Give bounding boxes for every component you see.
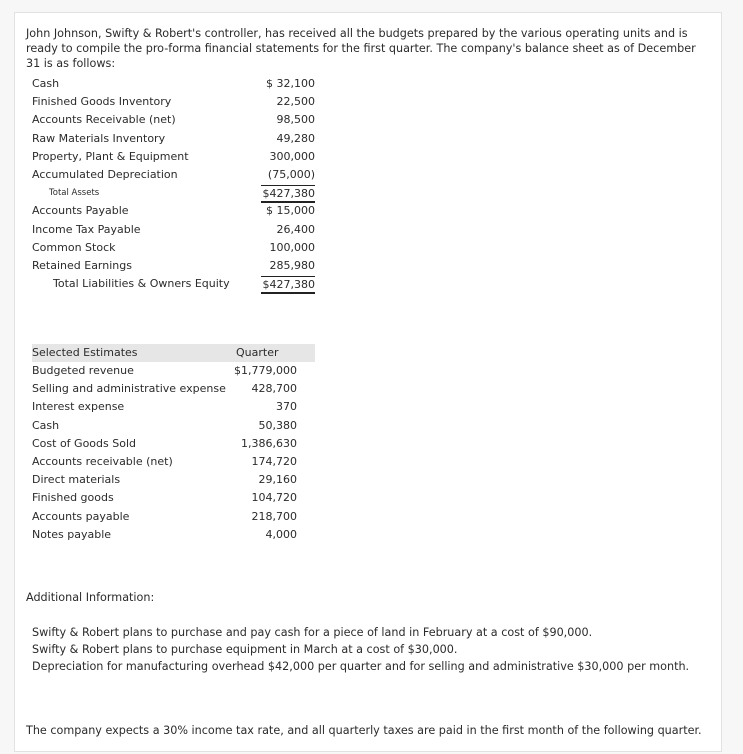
estimate-value: 104,720 — [251, 491, 297, 505]
estimate-label: Budgeted revenue — [32, 364, 134, 377]
bs-value: 22,500 — [276, 95, 315, 109]
bs-label: Accounts Receivable (net) — [32, 113, 176, 127]
estimate-row — [32, 380, 315, 398]
bs-label: Accumulated Depreciation — [32, 167, 178, 181]
estimate-value: 218,700 — [251, 509, 297, 523]
estimate-value: 1,386,630 — [241, 436, 297, 450]
bs-value: 26,400 — [276, 222, 315, 236]
estimates-header-label: Selected Estimates — [32, 346, 138, 359]
bs-label: Cash — [32, 77, 60, 90]
problem-card — [14, 12, 722, 752]
bs-label: Raw Materials Inventory — [32, 131, 166, 145]
bs-label: Common Stock — [32, 240, 116, 254]
estimate-label: Cost of Goods Sold — [32, 436, 136, 450]
estimates-table — [32, 344, 315, 544]
note-equipment-purchase: Swifty & Robert plans to purchase equipment in March at a cost of $30,000. — [32, 643, 458, 656]
bs-label: Total Liabilities & Owners Equity — [53, 277, 230, 291]
bs-value: $ 15,000 — [266, 204, 315, 218]
bs-label: Property, Plant & Equipment — [32, 149, 189, 163]
additional-info-title: Additional Information: — [26, 591, 155, 604]
bs-row-retained-earnings — [32, 257, 317, 275]
bs-value: 100,000 — [269, 240, 315, 254]
bs-row-finished-goods — [32, 93, 317, 111]
estimate-value: 370 — [276, 400, 297, 414]
estimate-label: Notes payable — [32, 527, 112, 541]
estimate-value: 4,000 — [265, 527, 297, 541]
estimate-row — [32, 362, 315, 380]
bs-row-accounts-receivable — [32, 111, 317, 129]
bs-row-total-assets — [32, 184, 317, 202]
estimate-row — [32, 508, 315, 526]
estimate-label: Accounts payable — [32, 509, 130, 523]
bs-value: 49,280 — [276, 131, 315, 145]
bs-value: 285,980 — [269, 258, 315, 272]
bs-row-income-tax-payable — [32, 221, 317, 239]
estimate-label: Accounts receivable (net) — [32, 454, 173, 468]
estimate-value: 174,720 — [251, 454, 297, 468]
estimate-row — [32, 453, 315, 471]
estimates-header — [32, 344, 315, 362]
bs-row-accumulated-depreciation — [32, 166, 317, 184]
tax-note: The company expects a 30% income tax rate, and all quarterly taxes are paid in the first month of the following quarter. — [26, 724, 702, 737]
estimate-row — [32, 471, 315, 489]
note-depreciation: Depreciation for manufacturing overhead $42,000 per quarter and for selling and administrative $30,000 per month. — [32, 660, 690, 673]
estimate-value: 428,700 — [251, 382, 297, 396]
estimate-row — [32, 526, 315, 544]
bs-value: $ 32,100 — [266, 77, 315, 90]
estimates-header-quarter: Quarter — [236, 346, 279, 359]
estimate-row — [32, 398, 315, 416]
estimate-value: 50,380 — [258, 418, 297, 432]
estimate-value: 29,160 — [258, 473, 297, 487]
bs-label: Total Assets — [49, 188, 100, 199]
additional-notes — [32, 624, 689, 675]
intro-text: John Johnson, Swifty & Robert's controller, has received all the budgets prepared by the various operating units and is ready to compile the pro-forma financial statements for the first quarter. The company's balance sheet as of December 31 is as follows: — [26, 27, 696, 70]
estimate-label: Interest expense — [32, 400, 125, 414]
estimate-label: Cash — [32, 418, 60, 432]
bs-value: (75,000) — [267, 167, 315, 181]
bs-label: Retained Earnings — [32, 258, 132, 272]
bs-label: Income Tax Payable — [32, 222, 141, 236]
bs-row-common-stock — [32, 239, 317, 257]
estimate-value: $1,779,000 — [234, 364, 297, 377]
estimate-label: Direct materials — [32, 473, 121, 487]
bs-label: Finished Goods Inventory — [32, 95, 172, 109]
bs-row-ppe — [32, 148, 317, 166]
bs-value: 300,000 — [269, 149, 315, 163]
estimate-row — [32, 435, 315, 453]
estimate-label: Selling and administrative expense — [32, 382, 226, 396]
bs-row-raw-materials — [32, 130, 317, 148]
bs-row-cash — [32, 75, 317, 93]
bs-value: $427,380 — [261, 276, 316, 294]
bs-label: Accounts Payable — [32, 204, 129, 218]
note-land-purchase: Swifty & Robert plans to purchase and pay cash for a piece of land in February at a cost of $90,000. — [32, 626, 593, 639]
bs-value: $427,380 — [261, 185, 316, 203]
estimate-row — [32, 489, 315, 507]
estimate-row — [32, 417, 315, 435]
bs-row-accounts-payable — [32, 202, 317, 220]
bs-row-total-liabilities-equity — [32, 275, 317, 293]
balance-sheet — [32, 75, 317, 293]
bs-value: 98,500 — [276, 113, 315, 127]
estimate-label: Finished goods — [32, 491, 114, 505]
